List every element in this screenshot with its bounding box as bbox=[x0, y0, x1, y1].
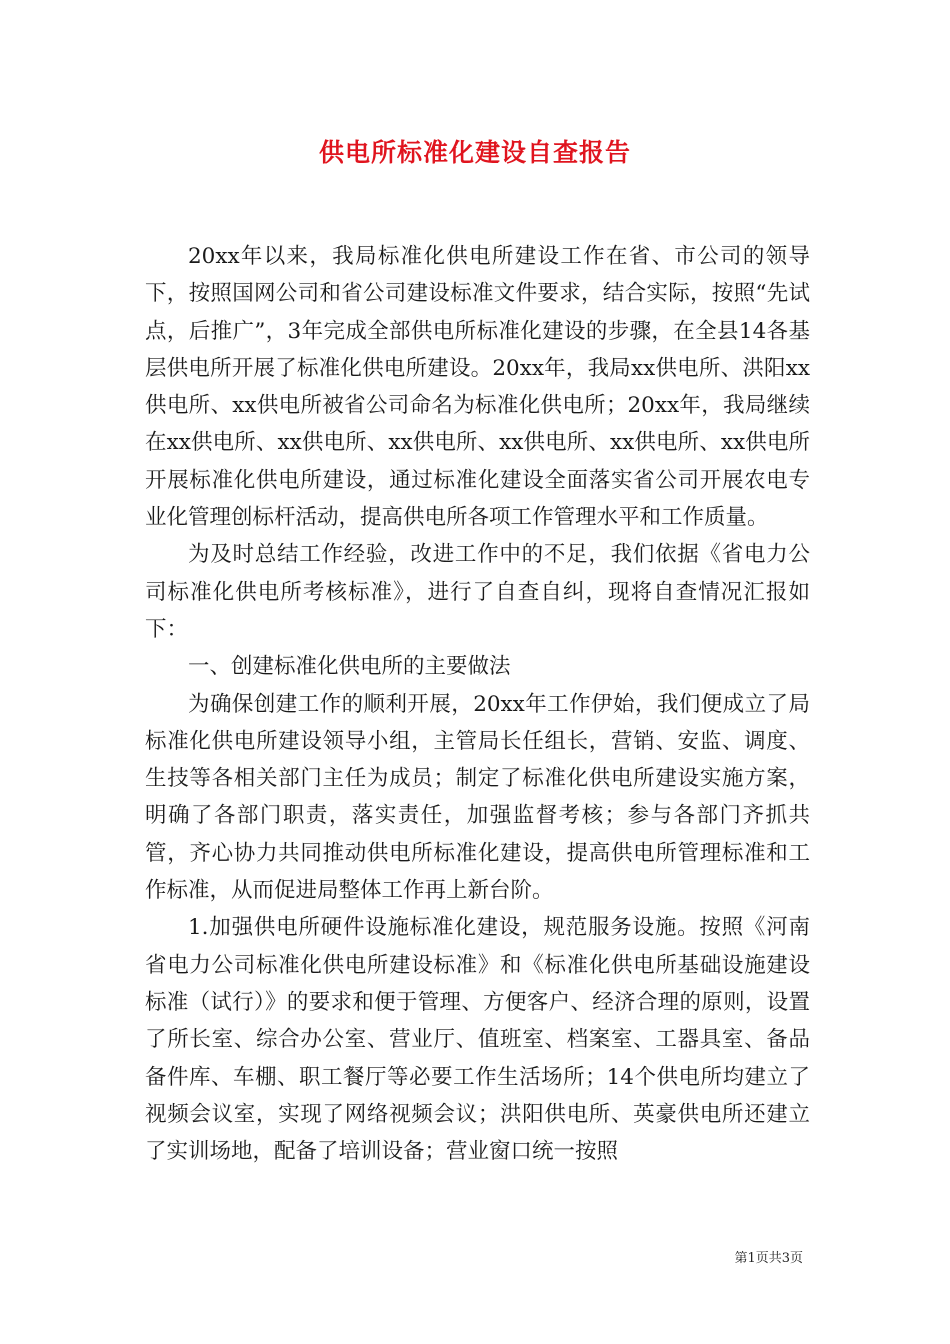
paragraph-hardware: 1.加强供电所硬件设施标准化建设，规范服务设施。按照《河南省电力公司标准化供电所建设标准》和《标准化供电所基础设施建设标准（试行）》的要求和便于管理、方便客户、经济合理的原则，设置了所长室、综合办公室、营业厅、值班室、档案室、工器具室、备品备件库、车棚、职工餐厅等必要工作生活场所；14个供电所均建立了视频会议室，实现了网络视频会议；洪阳供电所、英豪供电所还建立了实训场地，配备了培训设备；营业窗口统一按照 bbox=[145, 915, 810, 1165]
paragraph-intro: 20xx年以来，我局标准化供电所建设工作在省、市公司的领导下，按照国网公司和省公司建设标准文件要求，结合实际，按照“先试点，后推广”，3年完成全部供电所标准化建设的步骤，在全县14各基层供电所开展了标准化供电所建设。20xx年，我局xx供电所、洪阳xx供电所、xx供电所被省公司命名为标准化供电所；20xx年，我局继续在xx供电所、xx供电所、xx供电所、xx供电所、xx供电所、xx供电所开展标准化供电所建设，通过标准化建设全面落实省公司开展农电专业化管理创标杆活动，提高供电所各项工作管理水平和工作质量。 bbox=[145, 244, 810, 531]
paragraph-purpose: 为及时总结工作经验，改进工作中的不足，我们依据《省电力公司标准化供电所考核标准》，进行了自查自纠，现将自查情况汇报如下： bbox=[145, 542, 810, 642]
section-heading: 一、创建标准化供电所的主要做法 bbox=[188, 654, 511, 680]
paragraph-organization: 为确保创建工作的顺利开展，20xx年工作伊始，我们便成立了局标准化供电所建设领导小组，主管局长任组长，营销、安监、调度、生技等各相关部门主任为成员；制定了标准化供电所建设实施方案，明确了各部门职责，落实责任，加强监督考核；参与各部门齐抓共管，齐心协力共同推动供电所标准化建设，提高供电所管理标准和工作标准，从而促进局整体工作再上新台阶。 bbox=[145, 691, 810, 904]
document-title: 供电所标准化建设自查报告 bbox=[318, 138, 631, 167]
document-body bbox=[145, 238, 810, 1170]
page-number-footer: 第1页共3页 bbox=[734, 1251, 803, 1266]
